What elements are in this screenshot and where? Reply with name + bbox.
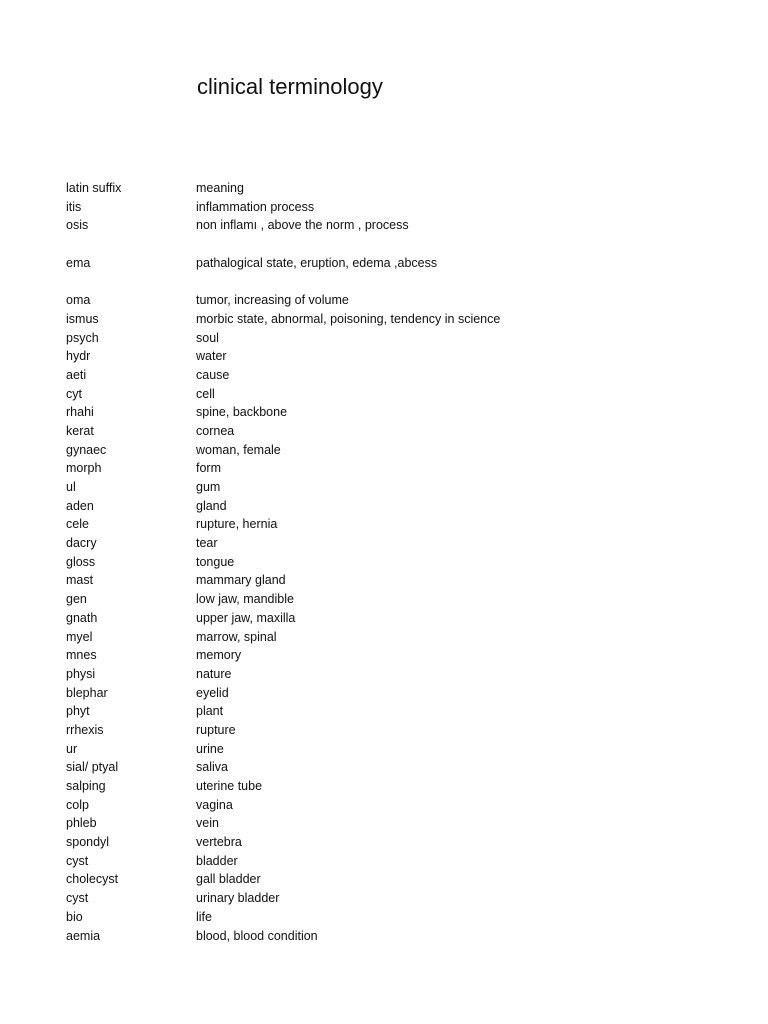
meaning-cell: rupture, hernia [196, 517, 278, 532]
suffix-cell: sial/ ptyal [66, 760, 119, 775]
suffix-cell: gloss [66, 554, 96, 569]
suffix-cell: rrhexis [66, 722, 104, 737]
suffix-cell: phyt [66, 704, 90, 719]
meaning-cell: nature [196, 666, 232, 681]
meaning-cell: spine, backbone [196, 405, 288, 420]
table-row [66, 198, 746, 217]
meaning-cell: upper jaw, maxilla [196, 610, 296, 625]
meaning-cell: tumor, increasing of volume [196, 293, 349, 308]
suffix-cell: gen [66, 592, 87, 607]
column-header-meaning: meaning [196, 181, 244, 195]
suffix-cell: physi [66, 666, 96, 681]
terminology-table [66, 179, 746, 945]
suffix-cell: kerat [66, 423, 94, 438]
meaning-cell: vagina [196, 797, 233, 812]
table-row [66, 310, 746, 329]
meaning-cell: water [196, 349, 227, 364]
table-row [66, 590, 746, 609]
table-row [66, 571, 746, 590]
suffix-cell: colp [66, 797, 89, 812]
meaning-cell: gland [196, 498, 227, 513]
suffix-cell: spondyl [66, 835, 110, 850]
table-row [66, 758, 746, 777]
table-row [66, 459, 746, 478]
table-row [66, 254, 746, 273]
meaning-cell: rupture [196, 722, 236, 737]
suffix-cell: itis [66, 199, 82, 214]
table-row [66, 235, 746, 254]
table-row [66, 646, 746, 665]
column-header-suffix: latin suffix [66, 181, 122, 195]
meaning-cell: cell [196, 386, 215, 401]
table-row [66, 553, 746, 572]
meaning-cell: urinary bladder [196, 891, 280, 906]
suffix-cell: ur [66, 741, 78, 756]
page-title: clinical terminology [197, 74, 383, 99]
table-row [66, 497, 746, 516]
suffix-cell: morph [66, 461, 102, 476]
table-header-row [66, 179, 746, 198]
meaning-cell: morbic state, abnormal, poisoning, tendency in science [196, 311, 501, 326]
meaning-cell: woman, female [196, 442, 281, 457]
table-row [66, 216, 746, 235]
table-row [66, 889, 746, 908]
table-row [66, 852, 746, 871]
suffix-cell: cyst [66, 891, 89, 906]
meaning-cell: form [196, 461, 221, 476]
table-row [66, 721, 746, 740]
suffix-cell: ema [66, 255, 91, 270]
suffix-cell: psych [66, 330, 99, 345]
table-row [66, 366, 746, 385]
suffix-cell: cyt [66, 386, 82, 401]
table-row [66, 422, 746, 441]
meaning-cell: non inflamı , above the norm , process [196, 218, 409, 233]
suffix-cell: bio [66, 909, 83, 924]
meaning-cell: gall bladder [196, 872, 261, 887]
suffix-cell: gnath [66, 610, 98, 625]
table-body [66, 198, 746, 946]
meaning-cell: memory [196, 648, 242, 663]
suffix-cell: dacry [66, 536, 97, 551]
suffix-cell: gynaec [66, 442, 107, 457]
meaning-cell: uterine tube [196, 779, 263, 793]
meaning-cell: mammary gland [196, 573, 286, 588]
table-row [66, 329, 746, 348]
suffix-cell: cyst [66, 853, 89, 868]
table-row [66, 684, 746, 703]
table-row [66, 478, 746, 497]
table-row [66, 870, 746, 889]
meaning-cell: urine [196, 741, 224, 756]
table-row [66, 385, 746, 404]
meaning-cell: bladder [196, 853, 238, 868]
meaning-cell: pathalogical state, eruption, edema ,abcess [196, 255, 438, 270]
meaning-cell: low jaw, mandible [196, 592, 294, 607]
table-row [66, 814, 746, 833]
table-row [66, 927, 746, 946]
suffix-cell: blephar [66, 685, 108, 700]
table-row [66, 515, 746, 534]
suffix-cell: cholecyst [66, 872, 119, 887]
suffix-cell: aemia [66, 928, 101, 943]
meaning-cell: eyelid [196, 685, 229, 700]
table-row [66, 628, 746, 647]
suffix-cell: osis [66, 218, 89, 233]
meaning-cell: vein [196, 816, 219, 831]
meaning-cell: tongue [196, 554, 235, 569]
table-row [66, 347, 746, 366]
suffix-cell: mast [66, 573, 94, 588]
meaning-cell: life [196, 909, 212, 924]
table-row [66, 291, 746, 310]
suffix-cell: cele [66, 517, 89, 532]
suffix-cell: hydr [66, 349, 91, 364]
meaning-cell: cornea [196, 423, 235, 438]
table-row [66, 740, 746, 759]
meaning-cell: saliva [196, 760, 228, 775]
table-row [66, 796, 746, 815]
suffix-cell: rhahi [66, 405, 94, 420]
suffix-cell: mnes [66, 648, 97, 663]
table-row [66, 777, 746, 796]
table-row [66, 665, 746, 684]
table-row [66, 534, 746, 553]
meaning-cell: cause [196, 367, 230, 382]
meaning-cell: vertebra [196, 835, 242, 850]
table-row [66, 403, 746, 422]
table-row [66, 441, 746, 460]
suffix-cell: phleb [66, 816, 97, 831]
suffix-cell: salping [66, 779, 106, 793]
table-row [66, 609, 746, 628]
suffix-cell: oma [66, 293, 91, 308]
suffix-cell: ismus [66, 311, 99, 326]
table-row [66, 702, 746, 721]
suffix-cell: myel [66, 629, 93, 644]
meaning-cell: gum [196, 480, 221, 494]
table-row [66, 908, 746, 927]
meaning-cell: plant [196, 704, 224, 719]
table-row [66, 272, 746, 291]
suffix-cell: aeti [66, 367, 87, 382]
meaning-cell: marrow, spinal [196, 629, 277, 644]
meaning-cell: soul [196, 330, 219, 345]
suffix-cell: ul [66, 480, 76, 494]
suffix-cell: aden [66, 498, 94, 513]
meaning-cell: blood, blood condition [196, 928, 318, 943]
meaning-cell: inflammation process [196, 199, 315, 214]
table-row [66, 833, 746, 852]
meaning-cell: tear [196, 536, 218, 551]
